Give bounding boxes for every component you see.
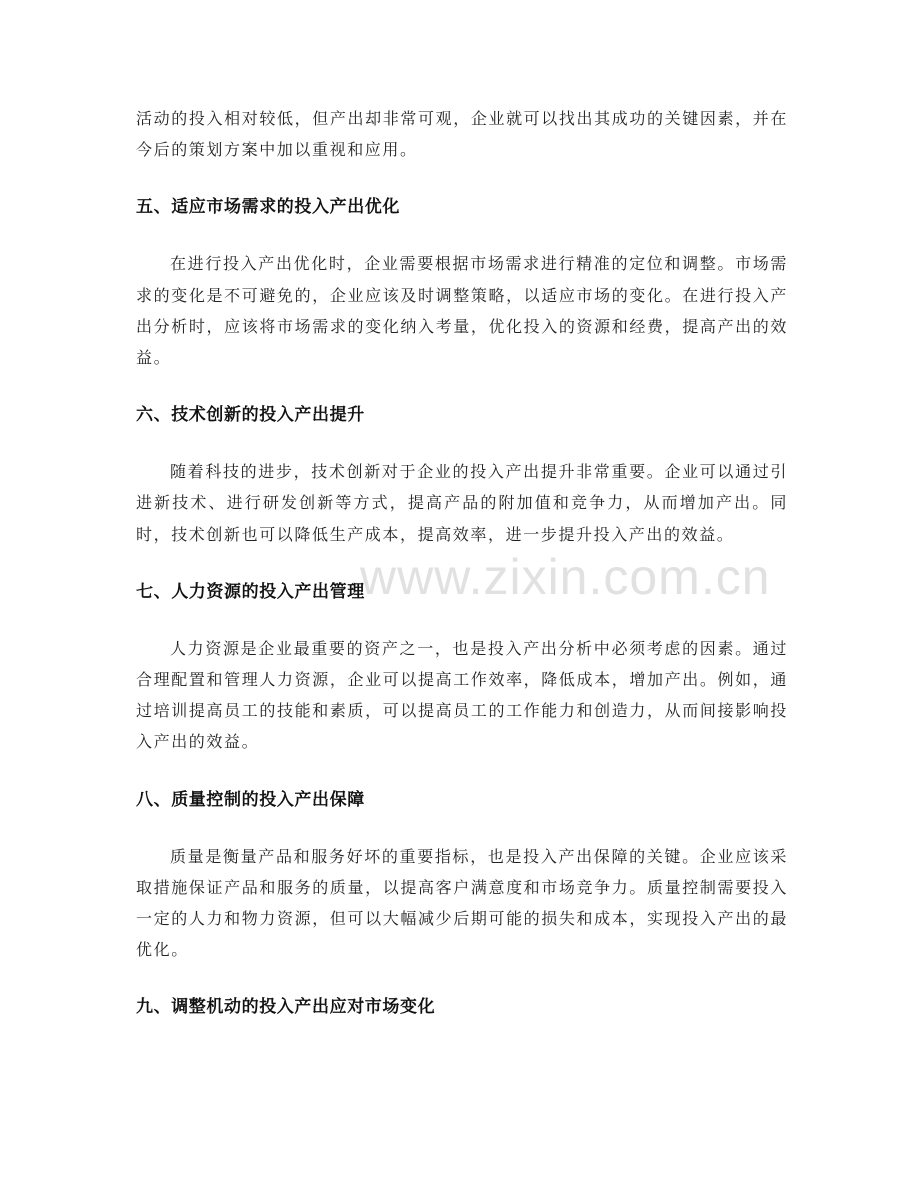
section-9-heading: 九、调整机动的投入产出应对市场变化: [136, 997, 436, 1018]
section-8-paragraph: 质量是衡量产品和服务好坏的重要指标，也是投入产出保障的关键。企业应该采取措施保证产品和服务的质量，以提高客户满意度和市场竞争力。质量控制需要投入一定的人力和物力资源，但可以大幅减少后期可能的损失和成本，实现投入产出的最优化。: [136, 846, 788, 960]
section-5-paragraph: 在进行投入产出优化时，企业需要根据市场需求进行精准的定位和调整。市场需求的变化是不可避免的，企业应该及时调整策略，以适应市场的变化。在进行投入产出分析时，应该将市场需求的变化纳入考量，优化投入的资源和经费，提高产出的效益。: [136, 254, 788, 368]
section-7-heading: 七、人力资源的投入产出管理: [136, 581, 365, 602]
intro-continuation-paragraph: 活动的投入相对较低，但产出却非常可观，企业就可以找出其成功的关键因素，并在今后的策划方案中加以重视和应用。: [136, 109, 788, 160]
section-7-paragraph: 人力资源是企业最重要的资产之一，也是投入产出分析中必须考虑的因素。通过合理配置和管理人力资源，企业可以提高工作效率，降低成本，增加产出。例如，通过培训提高员工的技能和素质，可以提高员工的工作能力和创造力，从而间接影响投入产出的效益。: [136, 638, 788, 752]
site-watermark: www.zixin.com.cn: [360, 549, 771, 605]
document-body: [136, 103, 788, 1021]
section-5-heading: 五、适应市场需求的投入产出优化: [136, 197, 400, 218]
section-8-heading: 八、质量控制的投入产出保障: [136, 789, 365, 810]
section-6-heading: 六、技术创新的投入产出提升: [136, 405, 365, 426]
section-6-paragraph: 随着科技的进步，技术创新对于企业的投入产出提升非常重要。企业可以通过引进新技术、进行研发创新等方式，提高产品的附加值和竞争力，从而增加产出。同时，技术创新也可以降低生产成本，提高效率，进一步提升投入产出的效益。: [136, 462, 788, 544]
